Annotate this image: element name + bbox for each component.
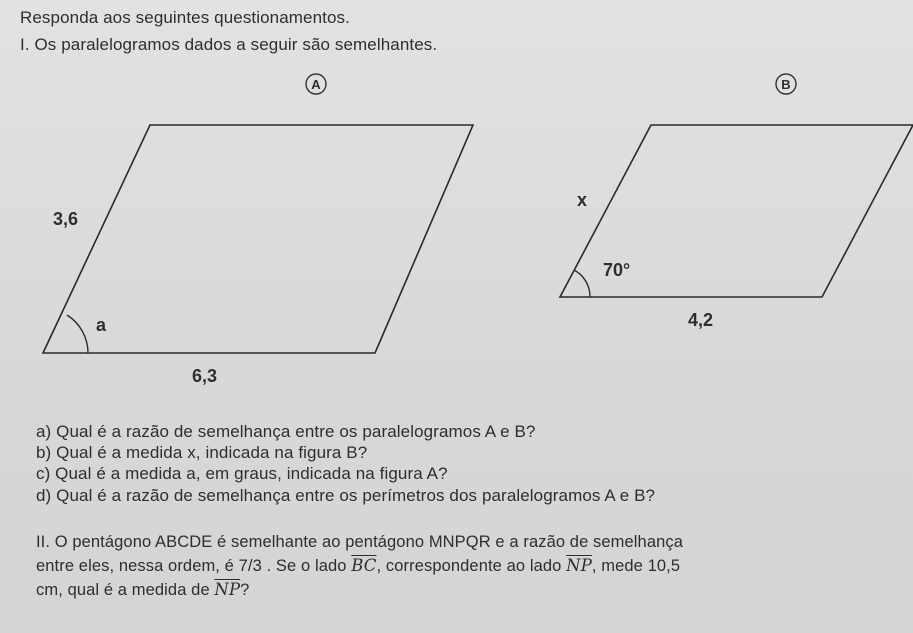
angle-arc-a	[67, 315, 88, 353]
angle-label-b: 70°	[603, 260, 631, 280]
part2-line3-post: ?	[240, 581, 250, 599]
side-label-a: 3,6	[53, 209, 79, 229]
part2-line2-pre: entre eles, nessa ordem, é 7/3 . Se o lado	[36, 557, 352, 575]
badge-b-label: B	[781, 77, 791, 92]
part2-line2-mid: , correspondente ao lado	[376, 557, 567, 575]
segment-bc: $\overline{BC}$	[351, 556, 377, 575]
part2-line1: II. O pentágono ABCDE é semelhante ao pentágono MNPQR e a razão de semelhança	[36, 533, 684, 551]
side-label-b: x	[577, 190, 588, 210]
segment-np-question: $\overline{NP}$	[214, 580, 241, 599]
question-d: d) Qual é a razão de semelhança entre os perímetros dos paralelogramos A e B?	[36, 486, 656, 505]
parallelogram-a	[43, 125, 473, 353]
angle-label-a: a	[96, 315, 107, 335]
question-b: b) Qual é a medida x, indicada na figura B?	[36, 443, 368, 462]
badge-b	[776, 74, 796, 94]
instruction-text: Responda aos seguintes questionamentos.	[20, 8, 350, 27]
part2-line2-post: , mede 10,5	[591, 557, 681, 575]
part2-line2	[36, 556, 680, 576]
base-label-b: 4,2	[688, 310, 714, 330]
question-c: c) Qual é a medida a, em graus, indicada na figura A?	[36, 464, 448, 483]
part2-line3	[36, 580, 249, 600]
question-a: a) Qual é a razão de semelhança entre os paralelogramos A e B?	[36, 422, 536, 441]
angle-arc-b	[574, 270, 590, 297]
base-label-a: 6,3	[192, 366, 218, 386]
segment-np: $\overline{NP}$	[566, 556, 592, 575]
badge-a	[306, 74, 326, 94]
part1-title: I. Os paralelogramos dados a seguir são semelhantes.	[20, 35, 438, 54]
badge-a-label: A	[311, 77, 321, 92]
part2-line3-pre: cm, qual é a medida de	[36, 581, 215, 599]
